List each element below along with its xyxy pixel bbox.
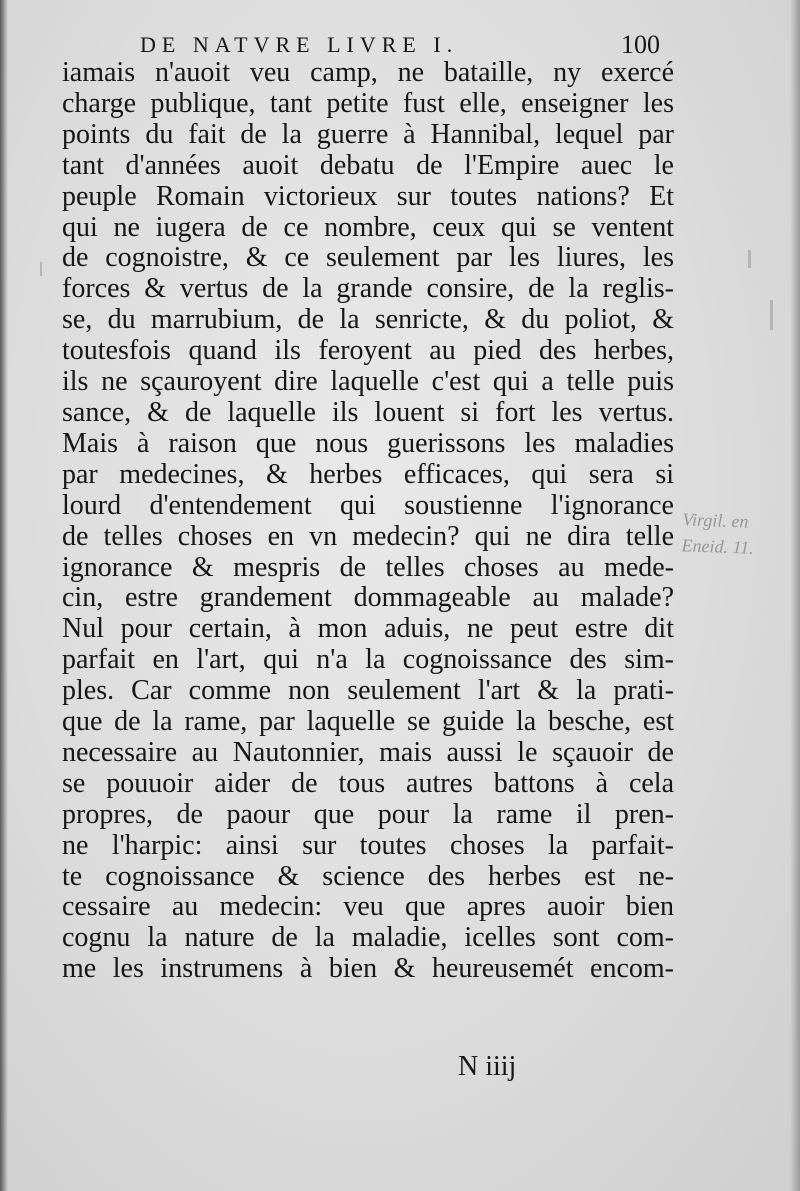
text-line: se, du marrubium, de la senricte, & du poliot, & (62, 305, 674, 336)
text-line: cin, estre grandement dommageable au malade? (62, 583, 674, 614)
text-line: parfait en l'art, qui n'a la cognoissance des sim- (62, 645, 674, 676)
text-line: te cognoissance & science des herbes est ne- (62, 861, 674, 892)
paper-speck (770, 300, 773, 330)
marginal-note (681, 506, 783, 561)
page-gutter-shadow (0, 0, 8, 1191)
text-line: propres, de paour que pour la rame il pren- (62, 799, 674, 830)
page-number: 100 (621, 30, 660, 59)
text-line: points du fait de la guerre à Hannibal, lequel par (62, 119, 674, 150)
text-line: que de la rame, par laquelle se guide la besche, est (62, 707, 674, 738)
text-line: charge publique, tant petite fust elle, enseigner les (62, 88, 674, 119)
paper-speck (748, 250, 751, 268)
text-line: Mais à raison que nous guerissons les maladies (62, 428, 674, 459)
text-line: Nul pour certain, à mon aduis, ne peut estre dit (62, 614, 674, 645)
signature-mark: N iiij (458, 1051, 517, 1082)
body-text (62, 58, 674, 985)
text-line: iamais n'auoit veu camp, ne bataille, ny exercé (62, 58, 674, 88)
marginal-note-line: Eneid. 11. (681, 535, 755, 558)
marginal-note-line: Virgil. en (682, 509, 749, 532)
text-line: de telles choses en vn medecin? qui ne dira telle (62, 521, 674, 552)
page-edge-shadow (790, 0, 800, 1191)
text-line: tant d'années auoit debatu de l'Empire auec le (62, 150, 674, 181)
text-line: toutesfois quand ils feroyent au pied des herbes, (62, 336, 674, 367)
text-line: necessaire au Nautonnier, mais aussi le sçauoir de (62, 737, 674, 768)
text-line: se pouuoir aider de tous autres battons à cela (62, 768, 674, 799)
text-line: de cognoistre, & ce seulement par les liures, les (62, 243, 674, 274)
text-line: peuple Romain victorieux sur toutes nations? Et (62, 181, 674, 212)
text-line: cessaire au medecin: veu que apres auoir bien (62, 892, 674, 923)
paper-speck (40, 262, 42, 276)
text-line: forces & vertus de la grande consire, de la reglis- (62, 274, 674, 305)
running-head (140, 28, 660, 62)
text-line: qui ne iugera de ce nombre, ceux qui se ventent (62, 212, 674, 243)
text-line: ignorance & mespris de telles choses au mede- (62, 552, 674, 583)
text-line: sance, & de laquelle ils louent si fort les vertus. (62, 397, 674, 428)
running-title: DE NATVRE LIVRE I. (140, 32, 459, 57)
text-line: lourd d'entendement qui soustienne l'ignorance (62, 490, 674, 521)
text-line: ne l'harpic: ainsi sur toutes choses la parfait- (62, 830, 674, 861)
text-line: cognu la nature de la maladie, icelles sont com- (62, 923, 674, 954)
text-line: ples. Car comme non seulement l'art & la prati- (62, 676, 674, 707)
text-line: par medecines, & herbes efficaces, qui sera si (62, 459, 674, 490)
text-line: me les instrumens à bien & heureusemét encom- (62, 954, 674, 985)
text-line: ils ne sçauroyent dire laquelle c'est qui a telle puis (62, 367, 674, 398)
